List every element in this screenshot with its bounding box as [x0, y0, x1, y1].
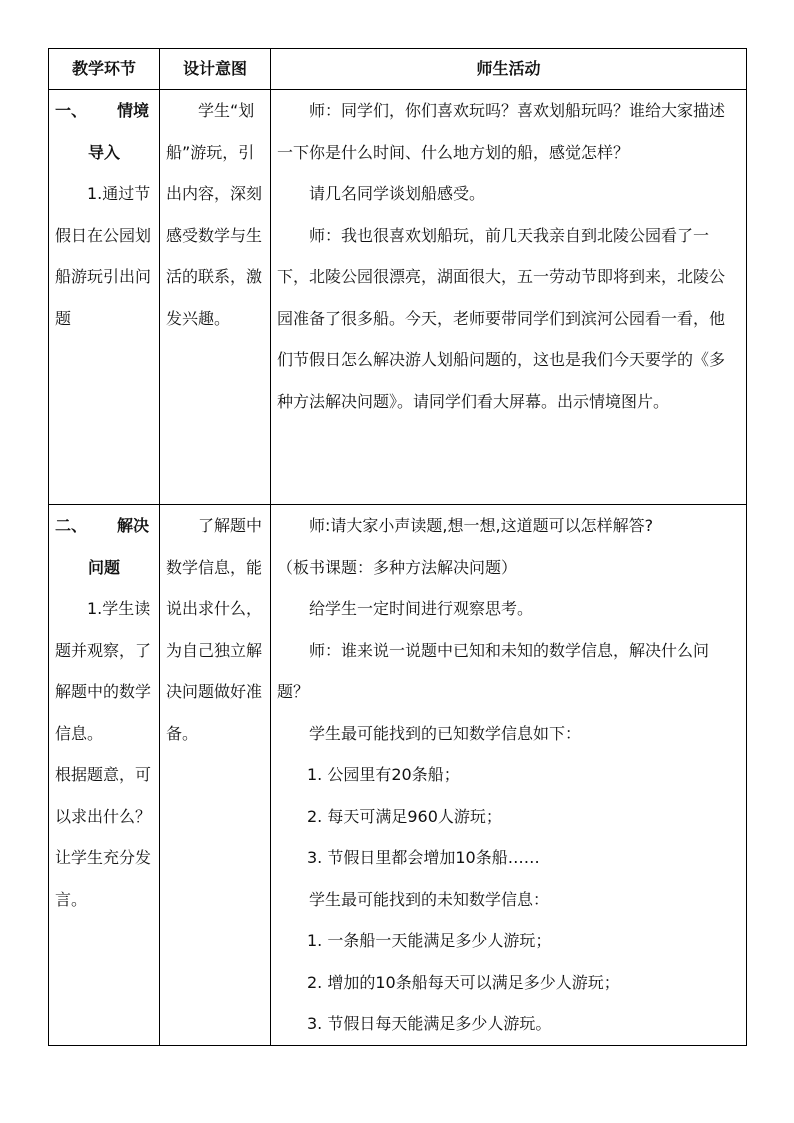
header-intent: 设计意图 [160, 49, 271, 90]
intent-text: 学生“划船”游玩，引出内容，深刻感受数学与生活的联系，激发兴趣。 [166, 101, 263, 328]
stage-title-b: 问题 [87, 557, 120, 577]
header-row [49, 49, 747, 90]
stage-heading [55, 505, 153, 547]
stage-cell [49, 90, 160, 505]
activity-paragraph: 请几名同学谈划船感受。 [309, 184, 486, 203]
stage-heading [55, 90, 153, 132]
activity-paragraph: （板书课题：多种方法解决问题） [277, 557, 518, 577]
activity-paragraph: 学生最可能找到的已知数学信息如下： [309, 723, 582, 743]
unknown-item: 2. 增加的10条船每天可以满足多少人游玩； [307, 972, 620, 992]
known-item: 2. 每天可满足960人游玩； [307, 806, 502, 826]
activity-paragraph: 给学生一定时间进行观察思考。 [309, 599, 534, 618]
stage-note: 根据题意，可以求出什么？让学生充分发言。 [55, 765, 152, 909]
stage-cell [49, 505, 160, 1046]
stage-number: 二、 [55, 516, 88, 535]
table-row [49, 90, 747, 505]
unknown-intro: 学生最可能找到的未知数学信息： [309, 889, 550, 909]
stage-title-b: 导入 [87, 142, 120, 162]
stage-note: 1.通过节假日在公园划船游玩引出问题 [55, 184, 152, 328]
header-stage: 教学环节 [49, 49, 160, 90]
intent-text: 了解题中数学信息，能说出求什么，为自己独立解决问题做好准备。 [166, 516, 263, 743]
intent-cell [160, 90, 271, 505]
known-item: 1. 公园里有20条船； [307, 765, 460, 784]
header-activity: 师生活动 [271, 49, 747, 90]
activity-paragraph: 师：我也很喜欢划船玩，前几天我亲自到北陵公园看了一下，北陵公园很漂亮，湖面很大，五一劳动节即将到来，北陵公园准备了很多船。今天，老师要带同学们到滨河公园看一看，他们节假日怎么解决游人划船问题的，这也是我们今天要学的《多种方法解决问题》。请同学们看大屏幕。出示情境图片。 [277, 225, 726, 411]
unknown-item: 3. 节假日每天能满足多少人游玩。 [307, 1014, 552, 1033]
activity-paragraph: 师：谁来说一说题中已知和未知的数学信息，解决什么问题？ [277, 640, 710, 701]
unknown-item: 1. 一条船一天能满足多少人游玩； [307, 931, 552, 950]
activity-paragraph: 师:请大家小声读题,想一想,这道题可以怎样解答? [309, 516, 654, 535]
stage-title-a: 解决 [116, 516, 149, 535]
stage-note: 1.学生读题并观察，了解题中的数学信息。 [55, 599, 152, 743]
intent-cell [160, 505, 271, 1046]
table-row [49, 505, 747, 1046]
activity-cell [271, 90, 747, 505]
stage-number: 一、 [55, 101, 88, 120]
activity-paragraph: 师：同学们，你们喜欢玩吗？喜欢划船玩吗？谁给大家描述一下你是什么时间、什么地方划的船，感觉怎样？ [277, 101, 726, 162]
stage-title-a: 情境 [116, 101, 149, 120]
known-item: 3. 节假日里都会增加10条船…… [307, 848, 540, 867]
activity-cell [271, 505, 747, 1046]
lesson-table [48, 48, 747, 1046]
